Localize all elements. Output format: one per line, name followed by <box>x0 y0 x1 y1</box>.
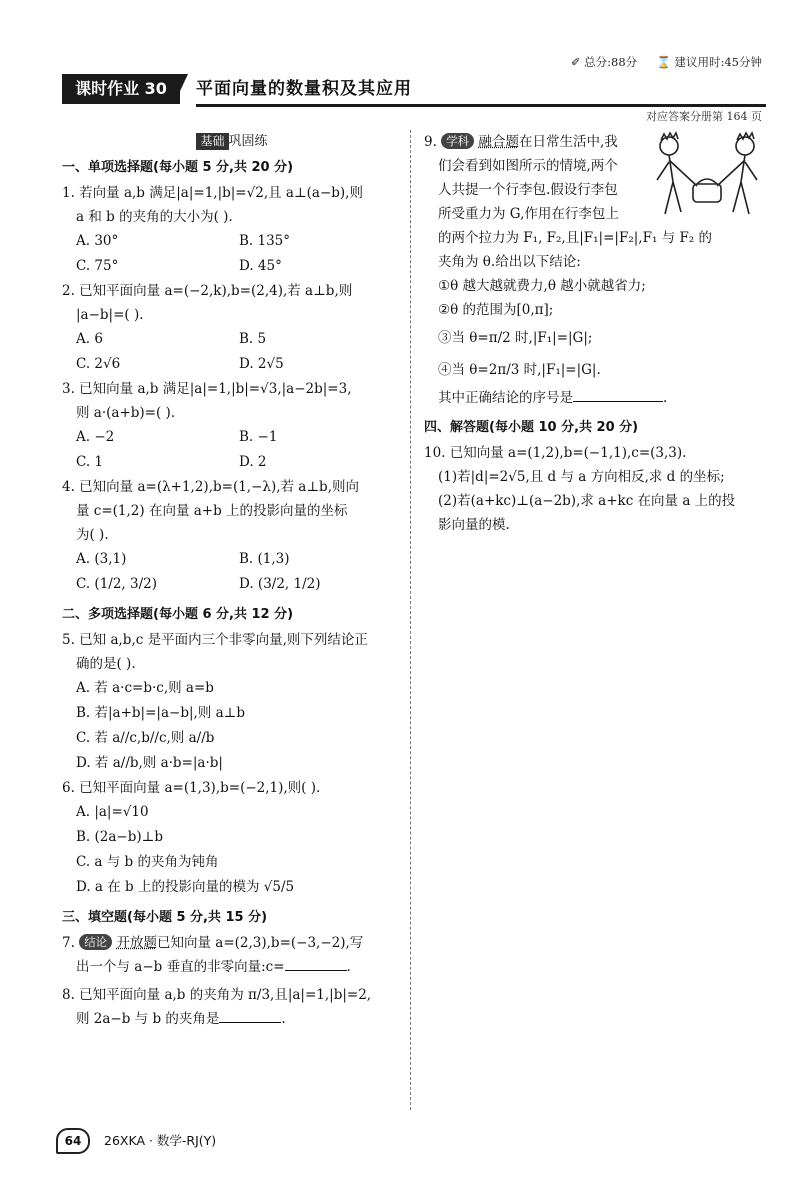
q9-ask-text: 其中正确结论的序号是 <box>438 390 573 406</box>
lesson-label: 课时作业 30 <box>62 74 180 104</box>
total-score: 总分:88分 <box>584 55 638 69</box>
section-heading-3: 三、填空题(每小题 5 分,共 15 分) <box>62 910 268 925</box>
q9-badge: 学科 <box>441 133 474 149</box>
q2-option-d[interactable]: D. 2√5 <box>239 356 284 372</box>
q5-option-b[interactable]: B. 若|a+b|=|a−b|,则 a⊥b <box>76 705 245 721</box>
q5-option-c[interactable]: C. 若 a//c,b//c,则 a//b <box>76 730 215 746</box>
q10-part-2b: 影向量的模. <box>438 517 510 533</box>
answer-reference: 对应答案分册第 164 页 <box>646 110 762 123</box>
q6-options <box>62 800 402 900</box>
column-divider <box>410 130 411 1110</box>
q2-stem-line2: |a−b|=( ). <box>76 307 144 323</box>
hourglass-icon: ⌛ <box>656 55 671 69</box>
question-9 <box>424 130 769 410</box>
q1-option-d[interactable]: D. 45° <box>239 258 282 274</box>
question-4 <box>62 475 402 597</box>
section-heading-4: 四、解答题(每小题 10 分,共 20 分) <box>424 420 639 435</box>
q3-option-c[interactable]: C. 1 <box>76 454 104 470</box>
q2-option-c[interactable]: C. 2√6 <box>76 356 121 372</box>
q9-badge-text: 融合题 <box>478 134 519 150</box>
q3-stem-line1: 3. 已知向量 a,b 满足|a|=1,|b|=√3,|a−2b|=3, <box>62 381 352 397</box>
q3-stem-line2: 则 a·(a+b)=( ). <box>76 405 176 421</box>
section-heading-1: 一、单项选择题(每小题 5 分,共 20 分) <box>62 160 294 175</box>
q3-options <box>62 425 402 475</box>
q4-stem-line1: 4. 已知向量 a=(λ+1,2),b=(1,−λ),若 a⊥b,则向 <box>62 479 359 495</box>
question-3 <box>62 377 402 475</box>
q8-stem-text2: 则 2a−b 与 b 的夹角是 <box>76 1011 220 1027</box>
q6-option-b[interactable]: B. (2a−b)⊥b <box>76 829 163 845</box>
q1-option-a[interactable]: A. 30° <box>76 233 119 249</box>
q2-option-b[interactable]: B. 5 <box>239 331 267 347</box>
q1-stem-line1: 1. 若向量 a,b 满足|a|=1,|b|=√2,且 a⊥(a−b),则 <box>62 185 363 201</box>
question-7 <box>62 931 402 979</box>
q7-badge: 结论 <box>79 934 112 950</box>
q2-options <box>62 327 402 377</box>
q7-end: . <box>346 959 351 975</box>
q4-option-c[interactable]: C. (1/2, 3/2) <box>76 576 157 592</box>
q9-line2: 们会看到如图所示的情境,两个 <box>438 158 618 174</box>
question-2 <box>62 279 402 377</box>
q1-options <box>62 229 402 279</box>
q4-option-d[interactable]: D. (3/2, 1/2) <box>239 576 321 592</box>
q9-line5: 的两个拉力为 F₁, F₂,且|F₁|=|F₂|,F₁ 与 F₂ 的 <box>438 230 713 246</box>
suggested-time: 建议用时:45分钟 <box>674 55 762 69</box>
left-column <box>62 130 402 1031</box>
q9-line4: 所受重力为 G,作用在行李包上 <box>438 206 619 222</box>
q9-text1: 在日常生活中,我 <box>518 134 618 150</box>
q7-stem-text2: 出一个与 a−b 垂直的非零向量:c= <box>76 959 285 975</box>
q8-stem-line2 <box>62 1007 402 1031</box>
q5-option-a[interactable]: A. 若 a·c=b·c,则 a=b <box>76 680 214 696</box>
q5-stem-line2: 确的是( ). <box>76 656 136 672</box>
page-title: 平面向量的数量积及其应用 <box>196 74 766 107</box>
q2-stem-line1: 2. 已知平面向量 a=(−2,k),b=(2,4),若 a⊥b,则 <box>62 283 353 299</box>
header-info <box>571 54 762 70</box>
tag-text: 巩固练 <box>228 134 268 149</box>
q2-option-a[interactable]: A. 6 <box>76 331 103 347</box>
q5-stem-line1: 5. 已知 a,b,c 是平面内三个非零向量,则下列结论正 <box>62 632 368 648</box>
q9-ask <box>424 386 769 410</box>
q9-end: . <box>663 390 668 406</box>
right-column <box>424 130 769 537</box>
q3-option-a[interactable]: A. −2 <box>76 429 115 445</box>
q5-option-d[interactable]: D. 若 a//b,则 a·b=|a·b| <box>76 755 223 771</box>
q6-stem-line1: 6. 已知平面向量 a=(1,3),b=(−2,1),则( ). <box>62 780 321 796</box>
q9-conclusion-2: ②θ 的范围为[0,π]; <box>438 302 554 318</box>
q8-end: . <box>281 1011 286 1027</box>
q9-answer-blank[interactable] <box>573 387 663 402</box>
title-slant-decoration <box>174 74 188 104</box>
q10-stem: 10. 已知向量 a=(1,2),b=(−1,1),c=(3,3). <box>424 445 687 461</box>
q7-stem-line1 <box>62 931 402 955</box>
q7-answer-blank[interactable] <box>285 956 347 971</box>
two-people-carrying-bag-illustration <box>647 130 769 222</box>
tag-box: 基础 <box>196 133 228 150</box>
q10-part-2a: (2)若(a+kc)⊥(a−2b),求 a+kc 在向量 a 上的投 <box>438 493 736 509</box>
q9-line3: 人共提一个行李包.假设行李包 <box>438 182 618 198</box>
q6-option-a[interactable]: A. |a|=√10 <box>76 804 149 820</box>
book-code: 26XKA · 数学-RJ(Y) <box>104 1133 217 1148</box>
q9-conclusion-1: ①θ 越大越就费力,θ 越小就越省力; <box>438 278 646 294</box>
q4-option-b[interactable]: B. (1,3) <box>239 551 290 567</box>
question-8 <box>62 983 402 1031</box>
q1-option-b[interactable]: B. 135° <box>239 233 291 249</box>
q7-stem-line2 <box>62 955 402 979</box>
question-5 <box>62 628 402 776</box>
q8-stem-line1: 8. 已知平面向量 a,b 的夹角为 π/3,且|a|=1,|b|=2, <box>62 987 372 1003</box>
q3-option-b[interactable]: B. −1 <box>239 429 278 445</box>
q7-number: 7. <box>62 935 75 951</box>
page-number: 64 <box>56 1128 90 1154</box>
q1-option-c[interactable]: C. 75° <box>76 258 119 274</box>
pen-icon: ✐ <box>570 55 581 69</box>
q4-stem-line2: 量 c=(1,2) 在向量 a+b 上的投影向量的坐标 <box>76 503 348 519</box>
q9-line1 <box>424 130 644 154</box>
section-heading-2: 二、多项选择题(每小题 6 分,共 12 分) <box>62 607 294 622</box>
q9-number: 9. <box>424 134 437 150</box>
title-band <box>62 74 766 104</box>
q3-option-d[interactable]: D. 2 <box>239 454 267 470</box>
question-6 <box>62 776 402 900</box>
question-1 <box>62 181 402 279</box>
q6-option-d[interactable]: D. a 在 b 上的投影向量的模为 √5/5 <box>76 879 295 895</box>
q10-part-1: (1)若|d|=2√5,且 d 与 a 方向相反,求 d 的坐标; <box>438 469 725 485</box>
q4-options <box>62 547 402 597</box>
q9-conclusion-3: ③当 θ=π/2 时,|F₁|=|G|; <box>438 330 593 346</box>
q8-answer-blank[interactable] <box>219 1008 281 1023</box>
q6-option-c[interactable]: C. a 与 b 的夹角为钝角 <box>76 854 219 870</box>
q9-conclusion-4: ④当 θ=2π/3 时,|F₁|=|G|. <box>438 362 601 378</box>
q7-stem-text: 已知向量 a=(2,3),b=(−3,−2),写 <box>156 935 364 951</box>
q9-line6: 夹角为 θ.给出以下结论: <box>438 254 581 270</box>
q7-badge-text: 开放题 <box>116 935 157 951</box>
section-tag <box>62 130 402 150</box>
q4-stem-line3: 为( ). <box>76 527 109 543</box>
q4-option-a[interactable]: A. (3,1) <box>76 551 127 567</box>
q5-options <box>62 676 402 776</box>
q1-stem-line2: a 和 b 的夹角的大小为( ). <box>76 209 233 225</box>
question-10 <box>424 441 769 537</box>
